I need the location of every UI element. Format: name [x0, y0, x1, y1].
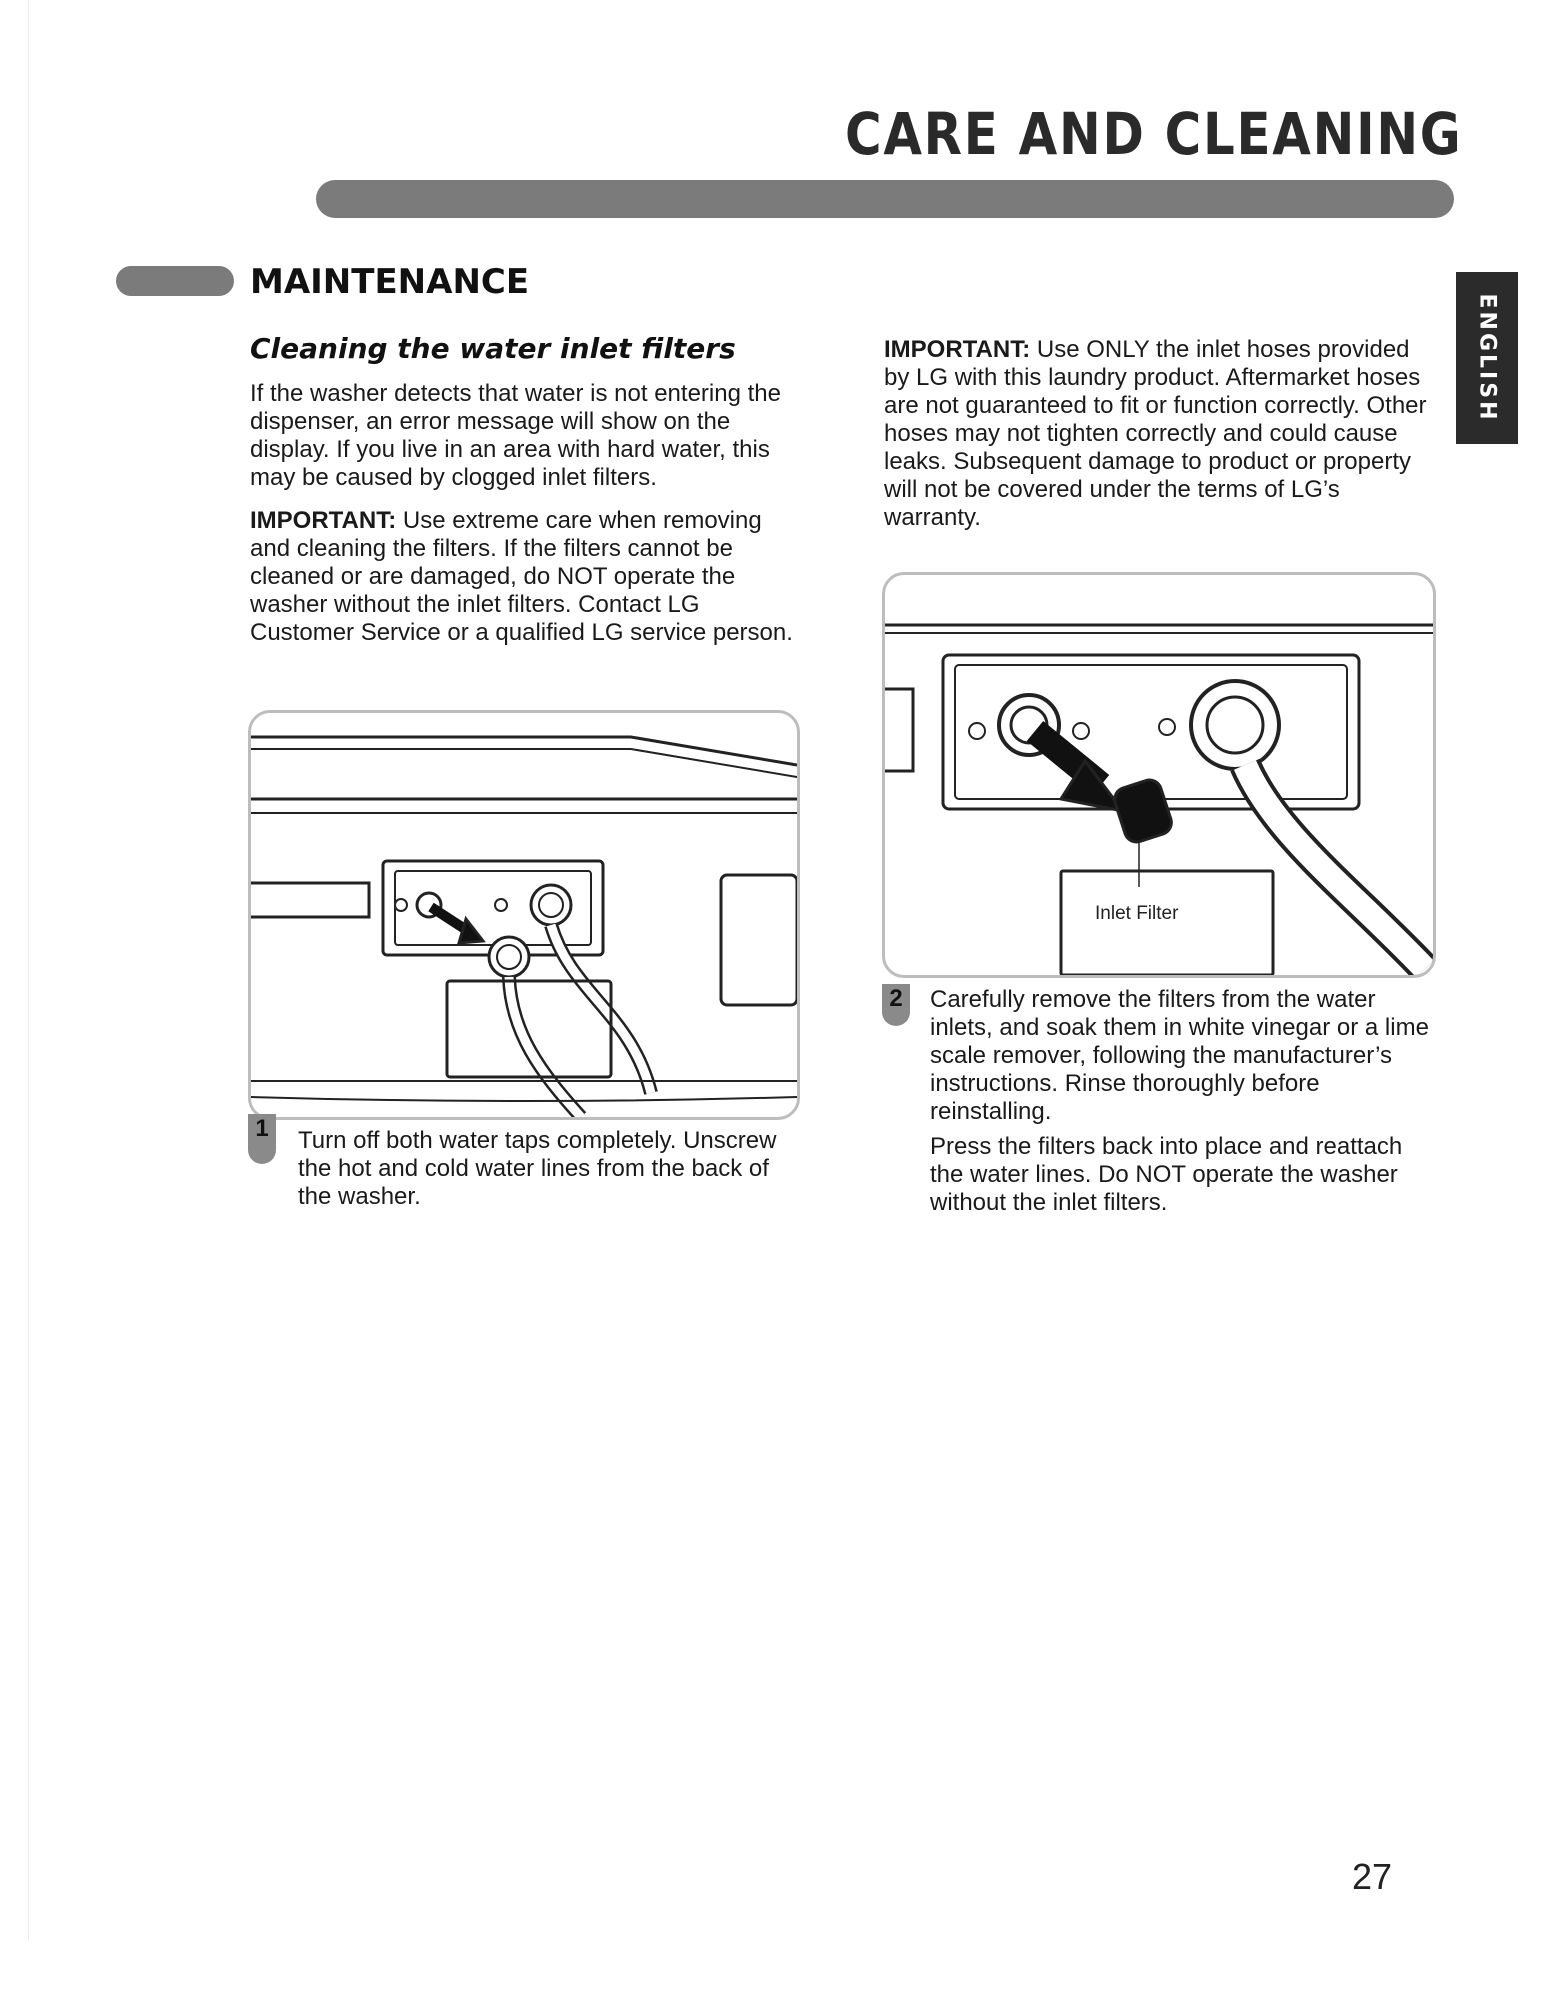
- important-text: Use ONLY the inlet hoses provided by LG with this laundry product. Aftermarket hoses are not guaranteed to fit or function correctly. Other hoses may not tighten correctly and could cause leaks. Subsequent damage to product or property will not be covered under the terms of LG’s warranty.: [884, 336, 1427, 531]
- title-bar: [316, 180, 1454, 218]
- step-2-marker: [882, 984, 910, 1026]
- step-1-number: 1: [255, 1115, 269, 1142]
- page-number: 27: [1352, 1856, 1393, 1897]
- section-marker: [116, 266, 234, 296]
- step-1-marker: [248, 1114, 276, 1164]
- important-text: Use extreme care when removing and cleaning the filters. If the filters cannot be cleaned or are damaged, do NOT operate the washer without the inlet filters. Contact LG Customer Service or a qualified LG service person.: [250, 507, 793, 646]
- subsection-title: Cleaning the water inlet filters: [250, 332, 736, 365]
- illustration-washer-back: [248, 710, 800, 1120]
- step-2-text-extra: Press the filters back into place and reattach the water lines. Do NOT operate the washer without the inlet filters.: [930, 1133, 1403, 1216]
- important-label: IMPORTANT:: [250, 507, 397, 534]
- intro-paragraph: If the washer detects that water is not entering the dispenser, an error message will show on the display. If you live in an area with hard water, this may be caused by clogged inlet filters.: [250, 380, 781, 491]
- important-note-hoses: [884, 336, 1429, 532]
- important-note-filters: [250, 507, 795, 647]
- inlet-filter-label: Inlet Filter: [1095, 903, 1179, 924]
- language-tab-label: ENGLISH: [1474, 293, 1500, 423]
- step-1-text: Turn off both water taps completely. Unscrew the hot and cold water lines from the back of the washer.: [298, 1127, 777, 1210]
- language-tab: [1456, 272, 1518, 444]
- page-edge: [28, 0, 29, 1940]
- illustration-inlet-filter: [882, 572, 1436, 978]
- section-title: MAINTENANCE: [250, 262, 530, 302]
- important-label: IMPORTANT:: [884, 336, 1031, 363]
- chapter-title: CARE AND CLEANING: [845, 100, 1463, 168]
- step-2-text: Carefully remove the filters from the water inlets, and soak them in white vinegar or a lime scale remover, following the manufacturer’s instructions. Rinse thoroughly before reinstalling.: [930, 986, 1429, 1125]
- step-2-number: 2: [889, 985, 903, 1012]
